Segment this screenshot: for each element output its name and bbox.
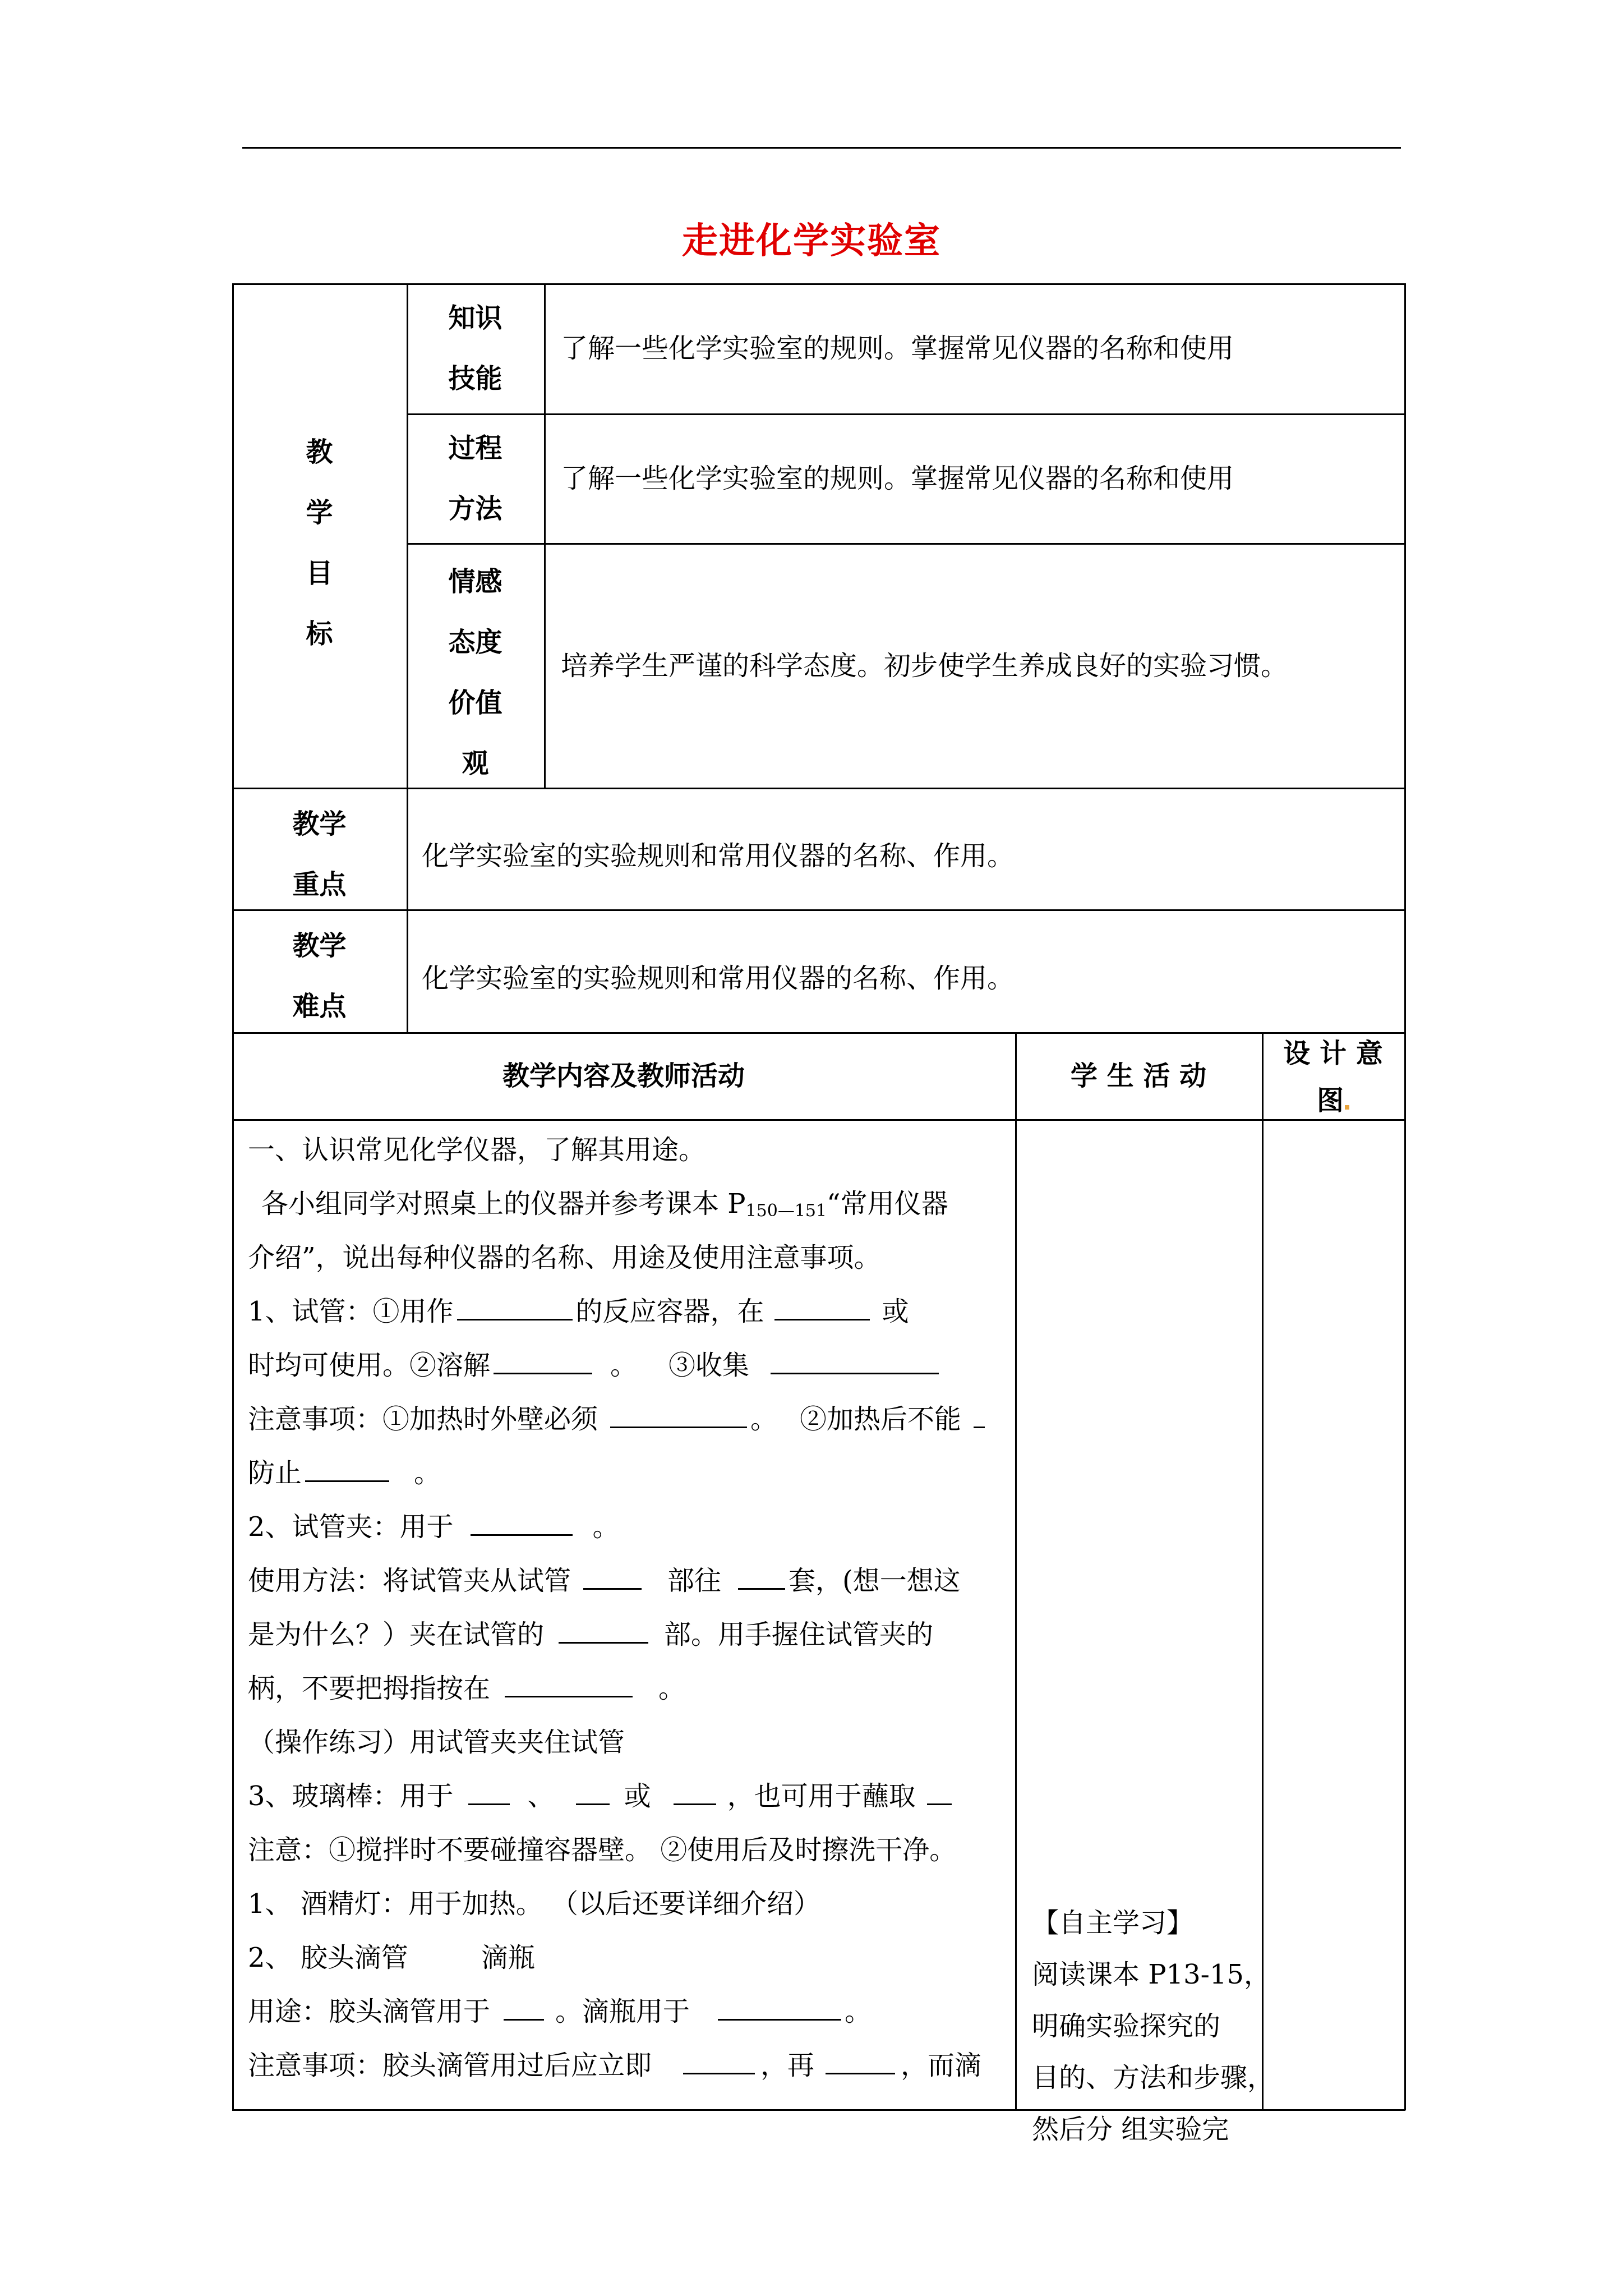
- objective-label-knowledge: 知识 技能: [448, 302, 502, 394]
- student-activity-line: 然后分 组实验完: [1032, 2114, 1229, 2145]
- content-line: 注意事项：胶头滴管用过后应立即 ，再 ，而滴: [248, 2039, 1016, 2092]
- column-header-content: 教学内容及教师活动: [502, 1060, 745, 1092]
- objective-text-knowledge: 了解一些化学实验室的规则。掌握常见仪器的名称和使用: [561, 333, 1234, 364]
- content-line: 一、认识常见化学仪器，了解其用途。: [248, 1134, 706, 1166]
- column-header-design: 设 计 意 图: [1283, 1038, 1383, 1116]
- content-line: 2、试管夹：用于 。: [248, 1500, 1016, 1554]
- difficulty-text: 化学实验室的实验规则和常用仪器的名称、作用。: [422, 963, 1015, 994]
- objective-text-process: 了解一些化学实验室的规则。掌握常见仪器的名称和使用: [561, 463, 1234, 494]
- content-line: 柄，不要把拇指按在 。: [248, 1662, 1016, 1715]
- content-line: 1、 酒精灯：用于加热。 （以后还要详细介绍）: [248, 1888, 821, 1920]
- difficulty-label: 教学 难点: [292, 930, 347, 1022]
- teaching-content: [248, 1123, 1016, 2092]
- objective-label-process: 过程 方法: [448, 432, 502, 524]
- student-activity-line: 目的、方法和步骤，: [1032, 2062, 1275, 2093]
- content-line: （操作练习）用试管夹夹住试管: [248, 1727, 625, 1758]
- content-line: 介绍”，说出每种仪器的名称、用途及使用注意事项。: [248, 1242, 881, 1273]
- objective-label-attitude: 情感 态度 价值 观: [448, 566, 502, 779]
- orange-dot: [1345, 1105, 1349, 1110]
- column-header-student: 学 生 活 动: [1070, 1060, 1207, 1092]
- content-line: 2、 胶头滴管 滴瓶: [248, 1942, 535, 1973]
- content-line: 各小组同学对照桌上的仪器并参考课本 $P_{150—151}“$常用仪器: [261, 1188, 948, 1221]
- student-activity-line: 阅读课本 P13-15，: [1032, 1959, 1271, 1990]
- content-line: 注意事项：①加热时外壁必须 。 ②加热后不能: [248, 1392, 1016, 1446]
- content-line: 是为什么？）夹在试管的 部。用手握住试管夹的: [248, 1608, 1016, 1662]
- key-point-text: 化学实验室的实验规则和常用仪器的名称、作用。: [422, 840, 1015, 872]
- header-rule: [242, 147, 1401, 149]
- content-line: 时均可使用。②溶解 。 ③收集: [248, 1338, 1016, 1392]
- content-line: 用途：胶头滴管用于 。滴瓶用于 。: [248, 1985, 1016, 2039]
- content-line: 防止 。: [248, 1446, 1016, 1500]
- objectives-label: 教 学 目 标: [306, 436, 333, 650]
- content-line: 注意：①搅拌时不要碰撞容器壁。 ②使用后及时擦洗干净。: [248, 1834, 957, 1866]
- page-title: 走进化学实验室: [682, 220, 941, 262]
- key-point-label: 教学 重点: [292, 808, 347, 900]
- content-line: 1、试管：①用作 的反应容器，在 或: [248, 1285, 1016, 1338]
- student-activity-line: 明确实验探究的: [1032, 2010, 1221, 2042]
- student-activity: [1032, 1897, 1275, 2155]
- content-line: 使用方法：将试管夹从试管 部往 套，(想一想这: [248, 1554, 1016, 1608]
- student-activity-line: 【自主学习】: [1032, 1907, 1194, 1939]
- objective-text-attitude: 培养学生严谨的科学态度。初步使学生养成良好的实验习惯。: [561, 650, 1288, 682]
- content-line: 3、玻璃棒：用于 、 或 ，也可用于蘸取: [248, 1769, 1016, 1823]
